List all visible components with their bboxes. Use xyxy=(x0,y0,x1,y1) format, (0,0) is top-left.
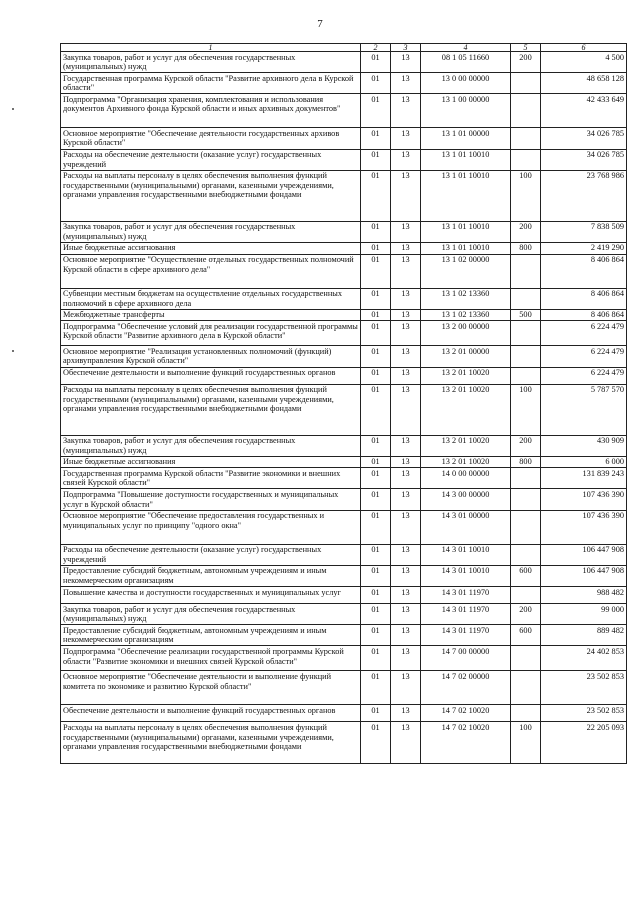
row-expense-type xyxy=(511,489,541,510)
row-section: 01 xyxy=(361,671,391,705)
header-cell-amount: 6 xyxy=(541,44,627,52)
row-name: Основное мероприятие "Осуществление отдельных государственных полномочий Курской области в сфере архивного дела" xyxy=(61,254,361,288)
row-expense-type xyxy=(511,128,541,149)
row-name: Закупка товаров, работ и услуг для обеспечения государственных (муниципальных) нужд xyxy=(61,52,361,73)
header-cell-expense-type: 5 xyxy=(511,44,541,52)
row-section: 01 xyxy=(361,456,391,468)
row-section: 01 xyxy=(361,510,391,544)
row-section: 01 xyxy=(361,489,391,510)
row-section: 01 xyxy=(361,170,391,221)
row-amount: 6 000 xyxy=(541,456,627,468)
row-name: Подпрограмма "Обеспечение реализации государственной программы Курской области "Развитие экономики и внешних связей Курской области" xyxy=(61,646,361,671)
row-expense-type: 200 xyxy=(511,604,541,625)
row-subsection: 13 xyxy=(391,489,421,510)
row-expense-type: 200 xyxy=(511,52,541,73)
row-expense-type xyxy=(511,254,541,288)
row-amount: 48 658 128 xyxy=(541,73,627,94)
table-row xyxy=(61,384,627,435)
table-row xyxy=(61,242,627,254)
row-subsection: 13 xyxy=(391,288,421,309)
row-target-article: 13 1 00 00000 xyxy=(421,94,511,128)
row-amount: 106 447 908 xyxy=(541,544,627,565)
table-row xyxy=(61,587,627,604)
row-amount: 8 406 864 xyxy=(541,254,627,288)
row-expense-type xyxy=(511,544,541,565)
row-expense-type xyxy=(511,149,541,170)
row-expense-type: 100 xyxy=(511,722,541,764)
row-amount: 34 026 785 xyxy=(541,128,627,149)
row-target-article: 14 0 00 00000 xyxy=(421,468,511,489)
row-target-article: 13 2 00 00000 xyxy=(421,321,511,346)
row-name: Предоставление субсидий бюджетным, автономным учреждениям и иным некоммерческим организациям xyxy=(61,565,361,586)
row-target-article: 13 1 02 13360 xyxy=(421,309,511,321)
row-expense-type xyxy=(511,288,541,309)
row-subsection: 13 xyxy=(391,468,421,489)
row-target-article: 14 3 01 10010 xyxy=(421,565,511,586)
row-target-article: 13 1 01 00000 xyxy=(421,128,511,149)
table-row xyxy=(61,705,627,722)
row-section: 01 xyxy=(361,544,391,565)
row-expense-type: 800 xyxy=(511,242,541,254)
row-expense-type xyxy=(511,94,541,128)
row-target-article: 13 2 01 10020 xyxy=(421,384,511,435)
row-section: 01 xyxy=(361,73,391,94)
row-amount: 107 436 390 xyxy=(541,510,627,544)
row-target-article: 13 2 01 10020 xyxy=(421,435,511,456)
row-name: Государственная программа Курской области "Развитие архивного дела в Курской области" xyxy=(61,73,361,94)
row-name: Закупка товаров, работ и услуг для обеспечения государственных (муниципальных) нужд xyxy=(61,604,361,625)
table-row xyxy=(61,346,627,367)
row-name: Подпрограмма "Обеспечение условий для реализации государственной программы Курской области "Развитие архивного дела в Курской области" xyxy=(61,321,361,346)
table-row xyxy=(61,128,627,149)
row-target-article: 13 1 02 00000 xyxy=(421,254,511,288)
row-target-article: 13 0 00 00000 xyxy=(421,73,511,94)
row-name: Подпрограмма "Повышение доступности государственных и муниципальных услуг в Курской области" xyxy=(61,489,361,510)
row-name: Расходы на обеспечение деятельности (оказание услуг) государственных учреждений xyxy=(61,544,361,565)
row-amount: 6 224 479 xyxy=(541,321,627,346)
row-amount: 5 787 570 xyxy=(541,384,627,435)
row-amount: 22 205 093 xyxy=(541,722,627,764)
table-row xyxy=(61,625,627,646)
table-row xyxy=(61,468,627,489)
row-expense-type: 200 xyxy=(511,221,541,242)
row-target-article: 14 3 01 11970 xyxy=(421,604,511,625)
row-amount: 889 482 xyxy=(541,625,627,646)
header-cell-name: 1 xyxy=(61,44,361,52)
row-target-article: 13 2 01 10020 xyxy=(421,456,511,468)
row-amount: 2 419 290 xyxy=(541,242,627,254)
row-name: Основное мероприятие "Обеспечение деятельности государственных архивов Курской области" xyxy=(61,128,361,149)
row-subsection: 13 xyxy=(391,510,421,544)
row-name: Основное мероприятие "Обеспечение предоставления государственных и муниципальных услуг по принципу "одного окна" xyxy=(61,510,361,544)
header-cell-subsection: 3 xyxy=(391,44,421,52)
row-subsection: 13 xyxy=(391,94,421,128)
table-row xyxy=(61,435,627,456)
row-amount: 106 447 908 xyxy=(541,565,627,586)
row-expense-type xyxy=(511,346,541,367)
row-name: Закупка товаров, работ и услуг для обеспечения государственных (муниципальных) нужд xyxy=(61,221,361,242)
row-section: 01 xyxy=(361,625,391,646)
row-amount: 42 433 649 xyxy=(541,94,627,128)
row-subsection: 13 xyxy=(391,346,421,367)
row-subsection: 13 xyxy=(391,321,421,346)
row-amount: 430 909 xyxy=(541,435,627,456)
row-subsection: 13 xyxy=(391,625,421,646)
row-amount: 23 502 853 xyxy=(541,671,627,705)
table-row xyxy=(61,367,627,384)
row-expense-type xyxy=(511,671,541,705)
row-name: Межбюджетные трансферты xyxy=(61,309,361,321)
row-target-article: 13 1 01 10010 xyxy=(421,221,511,242)
row-section: 01 xyxy=(361,705,391,722)
row-target-article: 13 1 01 10010 xyxy=(421,242,511,254)
row-target-article: 14 3 01 11970 xyxy=(421,625,511,646)
row-subsection: 13 xyxy=(391,309,421,321)
row-section: 01 xyxy=(361,94,391,128)
header-row xyxy=(61,44,627,52)
row-expense-type: 100 xyxy=(511,384,541,435)
row-amount: 24 402 853 xyxy=(541,646,627,671)
row-section: 01 xyxy=(361,384,391,435)
table-row xyxy=(61,94,627,128)
row-amount: 7 838 509 xyxy=(541,221,627,242)
table-row xyxy=(61,604,627,625)
row-target-article: 13 1 01 10010 xyxy=(421,149,511,170)
row-target-article: 14 3 01 10010 xyxy=(421,544,511,565)
row-expense-type xyxy=(511,73,541,94)
row-subsection: 13 xyxy=(391,221,421,242)
row-name: Иные бюджетные ассигнования xyxy=(61,456,361,468)
row-expense-type: 500 xyxy=(511,309,541,321)
row-subsection: 13 xyxy=(391,456,421,468)
row-section: 01 xyxy=(361,646,391,671)
row-target-article: 13 1 01 10010 xyxy=(421,170,511,221)
row-subsection: 13 xyxy=(391,565,421,586)
row-amount: 99 000 xyxy=(541,604,627,625)
row-target-article: 08 1 05 11660 xyxy=(421,52,511,73)
row-expense-type xyxy=(511,468,541,489)
row-subsection: 13 xyxy=(391,384,421,435)
row-amount: 23 502 853 xyxy=(541,705,627,722)
row-name: Иные бюджетные ассигнования xyxy=(61,242,361,254)
row-expense-type xyxy=(511,321,541,346)
row-section: 01 xyxy=(361,722,391,764)
row-subsection: 13 xyxy=(391,671,421,705)
row-target-article: 14 3 01 11970 xyxy=(421,587,511,604)
row-section: 01 xyxy=(361,346,391,367)
table-row xyxy=(61,722,627,764)
row-amount: 8 406 864 xyxy=(541,288,627,309)
row-expense-type: 100 xyxy=(511,170,541,221)
row-subsection: 13 xyxy=(391,73,421,94)
row-name: Субвенции местным бюджетам на осуществление отдельных государственных полномочий в сфере архивного дела xyxy=(61,288,361,309)
table-row xyxy=(61,170,627,221)
row-subsection: 13 xyxy=(391,367,421,384)
row-expense-type: 200 xyxy=(511,435,541,456)
row-section: 01 xyxy=(361,604,391,625)
row-expense-type: 800 xyxy=(511,456,541,468)
row-amount: 988 482 xyxy=(541,587,627,604)
row-expense-type: 600 xyxy=(511,565,541,586)
row-target-article: 13 2 01 00000 xyxy=(421,346,511,367)
row-section: 01 xyxy=(361,128,391,149)
row-section: 01 xyxy=(361,221,391,242)
row-subsection: 13 xyxy=(391,52,421,73)
row-section: 01 xyxy=(361,52,391,73)
row-subsection: 13 xyxy=(391,646,421,671)
row-amount: 34 026 785 xyxy=(541,149,627,170)
row-name: Расходы на выплаты персоналу в целях обеспечения выполнения функций государственными (муниципальными) органами, казенными учреждениями, органами управления государственными внебюджетными фондами xyxy=(61,170,361,221)
row-section: 01 xyxy=(361,468,391,489)
row-name: Основное мероприятие "Обеспечение деятельности и выполнение функций комитета по экономике и развитию Курской области" xyxy=(61,671,361,705)
row-section: 01 xyxy=(361,367,391,384)
row-target-article: 14 7 00 00000 xyxy=(421,646,511,671)
table-row xyxy=(61,254,627,288)
row-expense-type xyxy=(511,646,541,671)
table-row xyxy=(61,489,627,510)
table-row xyxy=(61,510,627,544)
row-target-article: 13 2 01 10020 xyxy=(421,367,511,384)
page-number: 7 xyxy=(317,18,323,30)
row-name: Закупка товаров, работ и услуг для обеспечения государственных (муниципальных) нужд xyxy=(61,435,361,456)
row-subsection: 13 xyxy=(391,587,421,604)
row-subsection: 13 xyxy=(391,128,421,149)
row-name: Расходы на выплаты персоналу в целях обеспечения выполнения функций государственными (муниципальными) органами, казенными учреждениями, органами управления государственными внебюджетными фондами xyxy=(61,722,361,764)
row-name: Повышение качества и доступности государственных и муниципальных услуг xyxy=(61,587,361,604)
row-section: 01 xyxy=(361,254,391,288)
row-amount: 6 224 479 xyxy=(541,367,627,384)
row-section: 01 xyxy=(361,565,391,586)
table-row xyxy=(61,544,627,565)
row-name: Расходы на обеспечение деятельности (оказание услуг) государственных учреждений xyxy=(61,149,361,170)
row-expense-type xyxy=(511,510,541,544)
header-cell-section: 2 xyxy=(361,44,391,52)
row-target-article: 14 7 02 10020 xyxy=(421,705,511,722)
header-cell-target-article: 4 xyxy=(421,44,511,52)
table-row xyxy=(61,321,627,346)
row-name: Расходы на выплаты персоналу в целях обеспечения выполнения функций государственными (муниципальными) органами, казенными учреждениями, органами управления государственными внебюджетными фондами xyxy=(61,384,361,435)
row-subsection: 13 xyxy=(391,544,421,565)
row-name: Обеспечение деятельности и выполнение функций государственных органов xyxy=(61,705,361,722)
row-amount: 8 406 864 xyxy=(541,309,627,321)
row-subsection: 13 xyxy=(391,604,421,625)
row-expense-type xyxy=(511,367,541,384)
table-row xyxy=(61,309,627,321)
row-section: 01 xyxy=(361,321,391,346)
row-target-article: 14 7 02 10020 xyxy=(421,722,511,764)
row-expense-type xyxy=(511,705,541,722)
row-subsection: 13 xyxy=(391,242,421,254)
row-section: 01 xyxy=(361,149,391,170)
margin-dot xyxy=(12,108,14,110)
row-target-article: 13 1 02 13360 xyxy=(421,288,511,309)
row-subsection: 13 xyxy=(391,705,421,722)
row-name: Государственная программа Курской области "Развитие экономики и внешних связей Курской области" xyxy=(61,468,361,489)
row-amount: 6 224 479 xyxy=(541,346,627,367)
row-section: 01 xyxy=(361,309,391,321)
table-row xyxy=(61,565,627,586)
row-name: Предоставление субсидий бюджетным, автономным учреждениям и иным некоммерческим организациям xyxy=(61,625,361,646)
row-section: 01 xyxy=(361,242,391,254)
table-row xyxy=(61,73,627,94)
table-row xyxy=(61,52,627,73)
row-target-article: 14 7 02 00000 xyxy=(421,671,511,705)
table-body xyxy=(61,52,627,764)
row-section: 01 xyxy=(361,288,391,309)
table-row xyxy=(61,149,627,170)
row-subsection: 13 xyxy=(391,722,421,764)
row-subsection: 13 xyxy=(391,254,421,288)
row-expense-type xyxy=(511,587,541,604)
row-section: 01 xyxy=(361,587,391,604)
row-name: Обеспечение деятельности и выполнение функций государственных органов xyxy=(61,367,361,384)
table-row xyxy=(61,671,627,705)
row-section: 01 xyxy=(361,435,391,456)
row-subsection: 13 xyxy=(391,149,421,170)
row-target-article: 14 3 00 00000 xyxy=(421,489,511,510)
row-amount: 131 839 243 xyxy=(541,468,627,489)
row-target-article: 14 3 01 00000 xyxy=(421,510,511,544)
row-name: Подпрограмма "Организация хранения, комплектования и использования документов Архивного фонда Курской области и иных архивных документов" xyxy=(61,94,361,128)
row-name: Основное мероприятие "Реализация установленных полномочий (функций) архивуправления Курской области" xyxy=(61,346,361,367)
margin-dot xyxy=(12,350,14,352)
table-row xyxy=(61,646,627,671)
table-row xyxy=(61,288,627,309)
table-row xyxy=(61,456,627,468)
row-subsection: 13 xyxy=(391,170,421,221)
table-row xyxy=(61,221,627,242)
row-amount: 4 500 xyxy=(541,52,627,73)
row-expense-type: 600 xyxy=(511,625,541,646)
row-subsection: 13 xyxy=(391,435,421,456)
row-amount: 23 768 986 xyxy=(541,170,627,221)
budget-table xyxy=(60,43,627,764)
row-amount: 107 436 390 xyxy=(541,489,627,510)
